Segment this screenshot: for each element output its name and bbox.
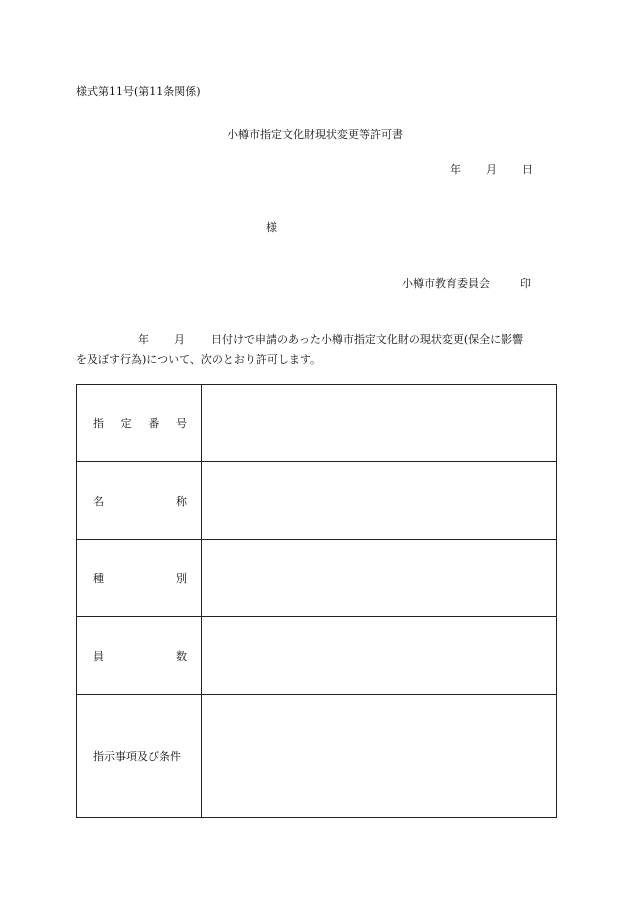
label-char: 定 [120, 417, 132, 430]
date-month: 月 [486, 163, 497, 176]
count-value[interactable] [202, 617, 557, 695]
table-row [77, 385, 557, 462]
table-row [77, 617, 557, 695]
label-char: 別 [176, 572, 187, 585]
label-char: 名 [93, 494, 104, 508]
name-value[interactable] [202, 462, 557, 540]
document-title: 小樽市指定文化財現状変更等許可書 [227, 128, 403, 141]
date-year: 年 [450, 163, 461, 176]
instructions-label [77, 695, 202, 818]
label-char: 称 [176, 494, 187, 508]
issuer-name: 小樽市教育委員会 [402, 277, 490, 290]
designation-number-value[interactable] [202, 385, 557, 462]
table-row [77, 462, 557, 540]
body-text-line1: 日付けで申請のあった小樽市指定文化財の現状変更(保全に影響 [211, 333, 524, 346]
body-month: 月 [174, 333, 185, 346]
type-label [77, 540, 202, 617]
type-value[interactable] [202, 540, 557, 617]
addressee-honorific: 様 [266, 221, 277, 234]
designation-number-label [77, 385, 202, 462]
table-row [77, 695, 557, 818]
body-year: 年 [138, 333, 149, 346]
count-label [77, 617, 202, 695]
label-char: 指 [93, 417, 104, 430]
body-text-line2: を及ぼす行為)について、次のとおり許可します。 [76, 353, 321, 366]
label-char: 号 [175, 417, 187, 430]
label-char: 種 [93, 572, 104, 585]
table-row [77, 540, 557, 617]
permit-table [76, 384, 557, 818]
date-day: 日 [522, 163, 533, 176]
label-char: 員 [93, 649, 104, 663]
name-label [77, 462, 202, 540]
label-char: 番 [148, 417, 160, 430]
instructions-label-text: 指示事項及び条件 [93, 750, 181, 763]
seal-mark: 印 [520, 277, 531, 290]
instructions-value[interactable] [202, 695, 557, 818]
label-char: 数 [176, 649, 187, 663]
form-number: 様式第11号(第11条関係) [76, 85, 201, 98]
